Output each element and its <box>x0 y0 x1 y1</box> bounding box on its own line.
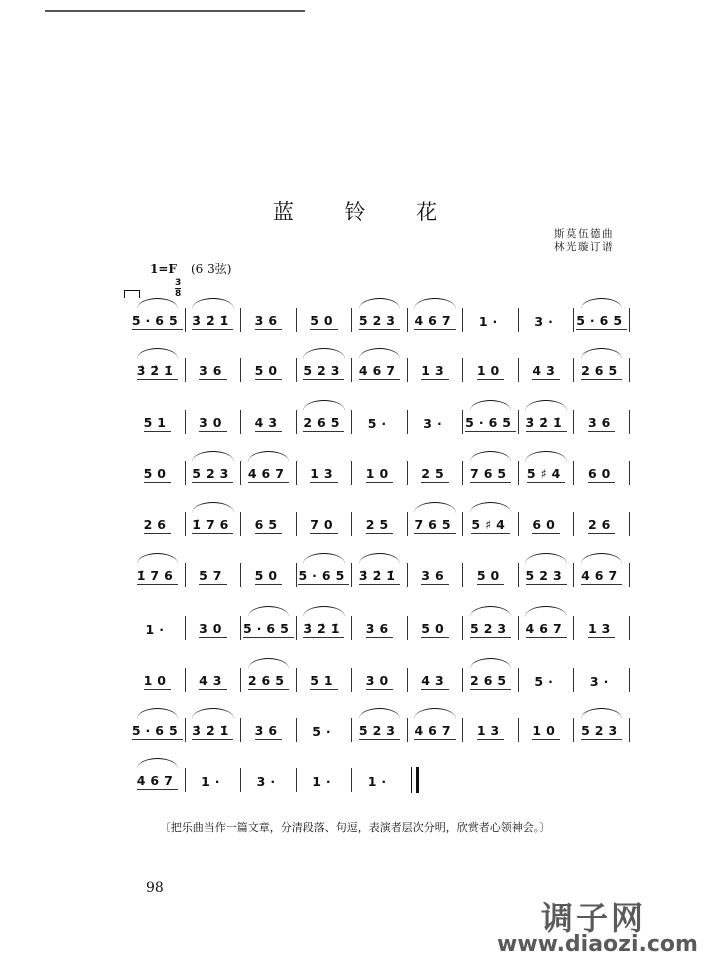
measure-notes: 467 <box>525 621 567 636</box>
slur <box>359 298 400 309</box>
slur <box>137 758 178 769</box>
measure-notes: 36 <box>254 723 283 738</box>
measure <box>186 670 241 690</box>
measure <box>352 310 407 330</box>
measure <box>519 463 574 483</box>
measure-notes: 3· <box>589 674 614 689</box>
measure-notes: 1· <box>312 774 336 789</box>
barline <box>629 718 630 742</box>
measure <box>241 360 296 380</box>
measure-notes: 50 <box>254 363 283 378</box>
measure-notes: 13 <box>587 621 616 636</box>
slur <box>414 298 455 309</box>
measure-notes: 5· <box>534 674 558 689</box>
measure-notes: 43 <box>199 673 227 688</box>
barline <box>629 563 630 587</box>
measure <box>574 360 629 380</box>
measure-notes: 36 <box>587 415 616 430</box>
measure <box>519 412 574 432</box>
measure <box>352 670 407 690</box>
measure-notes: 3· <box>423 416 447 431</box>
score-line <box>130 770 419 790</box>
measure <box>463 463 518 483</box>
slur <box>303 606 344 617</box>
measure-notes: 36 <box>421 568 449 583</box>
measure <box>408 670 463 690</box>
measure <box>297 463 352 483</box>
measure-notes: 70 <box>310 517 338 532</box>
measure <box>574 720 629 740</box>
time-denominator: 8 <box>175 289 182 299</box>
measure <box>574 463 629 483</box>
slur <box>303 400 344 411</box>
measure <box>297 412 352 432</box>
slur <box>192 298 233 309</box>
measure-notes: 36 <box>254 313 283 328</box>
measure-notes: 50 <box>476 568 505 583</box>
measure-notes: 60 <box>532 517 560 532</box>
measure <box>241 514 296 534</box>
score-line <box>130 670 630 690</box>
measure-notes: 1· <box>367 774 392 789</box>
measure-notes: 65 <box>254 517 283 532</box>
measure <box>519 360 574 380</box>
score-line <box>130 514 630 534</box>
measure-notes: 523 <box>525 568 567 583</box>
measure-notes: 1· <box>478 314 503 329</box>
watermark-logo: 调子网 <box>541 899 647 937</box>
measure <box>297 770 352 790</box>
score-line <box>130 618 630 638</box>
measure-notes: 10 <box>143 673 171 688</box>
measure <box>352 412 407 432</box>
measure-notes: 5·65 <box>131 723 183 738</box>
measure <box>463 310 518 330</box>
measure <box>463 565 518 585</box>
measure <box>130 670 185 690</box>
measure-notes: 523 <box>358 723 400 738</box>
measure <box>463 412 518 432</box>
slur <box>414 502 455 513</box>
measure-notes: 30 <box>199 621 227 636</box>
slur <box>192 502 233 513</box>
slur <box>359 708 400 719</box>
score-line <box>130 360 630 380</box>
measure <box>408 565 463 585</box>
measure-notes: 467 <box>247 466 289 481</box>
barline <box>629 616 630 640</box>
measure-notes: 26 <box>587 517 616 532</box>
measure <box>519 310 574 330</box>
measure-notes: 36 <box>365 621 394 636</box>
score-line <box>130 463 630 483</box>
slur <box>248 606 289 617</box>
slur <box>192 708 233 719</box>
top-rule <box>45 10 305 12</box>
measure <box>241 670 296 690</box>
measure <box>297 310 352 330</box>
measure-notes: 3̇2̇1̇ <box>358 568 400 583</box>
measure <box>574 565 629 585</box>
measure-notes: 60 <box>587 466 616 481</box>
measure <box>186 463 241 483</box>
measure-notes: 523 <box>192 466 234 481</box>
measure-notes: 43 <box>254 415 283 430</box>
measure <box>519 565 574 585</box>
measure <box>408 720 463 740</box>
slur <box>525 606 566 617</box>
measure <box>352 720 407 740</box>
credits <box>554 228 614 254</box>
measure <box>463 514 518 534</box>
measure <box>408 360 463 380</box>
footnote: 〔把乐曲当作一篇文章，分清段落、句逗，表演者层次分明，欣赏者心领神会。〕 <box>159 821 551 834</box>
slur <box>525 553 566 564</box>
measure <box>186 514 241 534</box>
slur <box>470 658 511 669</box>
measure <box>297 565 352 585</box>
measure <box>241 463 296 483</box>
slur <box>192 451 233 462</box>
key: 1=F <box>150 262 177 276</box>
measure-notes: 523 <box>303 363 345 378</box>
barline <box>629 410 630 434</box>
measure <box>186 412 241 432</box>
measure-notes: 1̇76 <box>136 568 178 583</box>
measure <box>241 618 296 638</box>
measure <box>130 412 185 432</box>
measure <box>186 770 241 790</box>
slur <box>581 298 622 309</box>
measure-notes: 13 <box>310 466 338 481</box>
slur <box>581 348 622 359</box>
measure-notes: 51 <box>310 673 338 688</box>
measure <box>574 412 629 432</box>
measure <box>352 463 407 483</box>
measure <box>130 360 185 380</box>
tuning: (6 3弦) <box>190 262 232 276</box>
slur <box>303 553 344 564</box>
measure <box>297 514 352 534</box>
measure <box>519 670 574 690</box>
composer: 斯莫伍德曲 <box>554 228 614 240</box>
measure <box>130 514 185 534</box>
slur <box>137 708 178 719</box>
measure <box>519 720 574 740</box>
measure-notes: 467 <box>136 773 178 788</box>
page-number: 98 <box>146 880 164 896</box>
measure-notes: 265 <box>247 673 289 688</box>
measure-notes: 3· <box>534 314 558 329</box>
measure-notes: 5·65 <box>576 313 628 328</box>
measure-notes: 265 <box>303 415 345 430</box>
measure-notes: 5·65 <box>242 621 294 636</box>
arranger: 林光璇订谱 <box>554 241 614 253</box>
slur <box>525 400 566 411</box>
measure-notes: 30 <box>365 673 394 688</box>
slur <box>359 348 400 359</box>
measure-notes: 1̇76 <box>192 517 234 532</box>
measure-notes: 50 <box>421 621 449 636</box>
measure-notes: 3· <box>256 774 281 789</box>
score-line <box>130 310 630 330</box>
measure-notes: 265 <box>581 363 623 378</box>
measure-notes: 10 <box>532 723 560 738</box>
measure <box>186 310 241 330</box>
slur <box>470 451 511 462</box>
measure-notes: 5·65 <box>131 313 183 328</box>
watermark-url: www.diaozi.com <box>497 932 698 957</box>
measure-notes: 1· <box>145 622 169 637</box>
measure <box>519 514 574 534</box>
measure <box>463 360 518 380</box>
measure-notes: 265 <box>470 673 512 688</box>
measure <box>241 310 296 330</box>
measure <box>463 720 518 740</box>
measure-notes: 25 <box>421 466 449 481</box>
slur <box>248 658 289 669</box>
measure <box>241 412 296 432</box>
barline <box>629 668 630 692</box>
measure-notes: 5· <box>312 724 336 739</box>
measure-notes: 51 <box>143 415 171 430</box>
measure <box>463 618 518 638</box>
measure-notes: 10 <box>476 363 505 378</box>
score-line <box>130 412 630 432</box>
song-title: 蓝 铃 花 <box>272 200 460 224</box>
measure-notes: 3̇2̇1̇ <box>136 363 178 378</box>
final-barline <box>411 767 419 793</box>
measure-notes: 5·65 <box>465 415 516 430</box>
measure <box>352 770 407 790</box>
score-line <box>130 565 630 585</box>
measure-notes: 467 <box>581 568 623 583</box>
measure <box>408 618 463 638</box>
barline <box>629 461 630 485</box>
measure <box>130 463 185 483</box>
measure <box>241 720 296 740</box>
barline <box>629 308 630 332</box>
measure-notes: 3̇2̇1̇ <box>192 723 234 738</box>
measure <box>241 565 296 585</box>
time-signature <box>175 278 181 299</box>
slur <box>359 553 400 564</box>
measure-notes: 523 <box>470 621 512 636</box>
measure-notes: 1· <box>201 774 225 789</box>
barline <box>629 358 630 382</box>
measure-notes: 5·65 <box>298 568 350 583</box>
slur <box>414 708 455 719</box>
measure-notes: 3̇2̇1̇ <box>525 415 567 430</box>
measure-notes: 467 <box>358 363 400 378</box>
measure <box>574 618 629 638</box>
measure <box>130 310 185 330</box>
measure-notes: 467 <box>414 723 456 738</box>
slur <box>470 606 511 617</box>
measure-notes: 5· <box>367 416 392 431</box>
slur <box>470 400 511 411</box>
slur <box>303 348 344 359</box>
measure-notes: 57 <box>199 568 227 583</box>
slur <box>137 348 178 359</box>
measure-notes: 25 <box>365 517 394 532</box>
measure-notes: 43 <box>421 673 449 688</box>
measure <box>297 618 352 638</box>
repeat-bracket <box>124 290 140 298</box>
slur <box>581 553 622 564</box>
measure-notes: 13 <box>476 723 505 738</box>
measure-notes: 10 <box>365 466 394 481</box>
measure-notes: 13 <box>421 363 449 378</box>
measure <box>130 770 185 790</box>
measure <box>241 770 296 790</box>
measure-notes: 765 <box>414 517 456 532</box>
measure-notes: 5♯4 <box>471 517 510 532</box>
measure <box>408 310 463 330</box>
time-numerator: 3 <box>175 278 182 288</box>
measure <box>574 670 629 690</box>
measure <box>408 463 463 483</box>
measure <box>186 565 241 585</box>
measure <box>186 720 241 740</box>
measure-notes: 43 <box>532 363 560 378</box>
measure-notes: 765 <box>470 466 512 481</box>
measure <box>352 514 407 534</box>
measure <box>574 310 629 330</box>
measure <box>297 670 352 690</box>
measure <box>186 618 241 638</box>
measure <box>130 618 185 638</box>
measure-notes: 5♯4 <box>526 466 566 481</box>
score-line <box>130 720 630 740</box>
measure-notes: 523 <box>581 723 623 738</box>
slur <box>581 708 622 719</box>
measure-notes: 3̇2̇1̇ <box>303 621 345 636</box>
measure <box>130 565 185 585</box>
measure-notes: 523 <box>358 313 400 328</box>
key-signature <box>150 260 231 277</box>
measure <box>408 412 463 432</box>
measure-notes: 50 <box>310 313 338 328</box>
slur <box>137 298 178 309</box>
measure-notes: 30 <box>199 415 227 430</box>
measure-notes: 26 <box>143 517 171 532</box>
measure-notes: 50 <box>254 568 283 583</box>
slur <box>470 502 511 513</box>
measure <box>186 360 241 380</box>
measure <box>297 360 352 380</box>
measure <box>574 514 629 534</box>
barline <box>629 512 630 536</box>
measure-notes: 3̇2̇1̇ <box>192 313 234 328</box>
slur <box>248 451 289 462</box>
measure <box>130 720 185 740</box>
measure <box>408 514 463 534</box>
measure-notes: 50 <box>143 466 171 481</box>
measure <box>463 670 518 690</box>
slur <box>137 553 178 564</box>
slur <box>525 451 566 462</box>
measure-notes: 36 <box>199 363 227 378</box>
measure-notes: 467 <box>414 313 456 328</box>
measure <box>352 360 407 380</box>
measure <box>352 618 407 638</box>
measure <box>352 565 407 585</box>
measure <box>519 618 574 638</box>
measure <box>297 720 352 740</box>
